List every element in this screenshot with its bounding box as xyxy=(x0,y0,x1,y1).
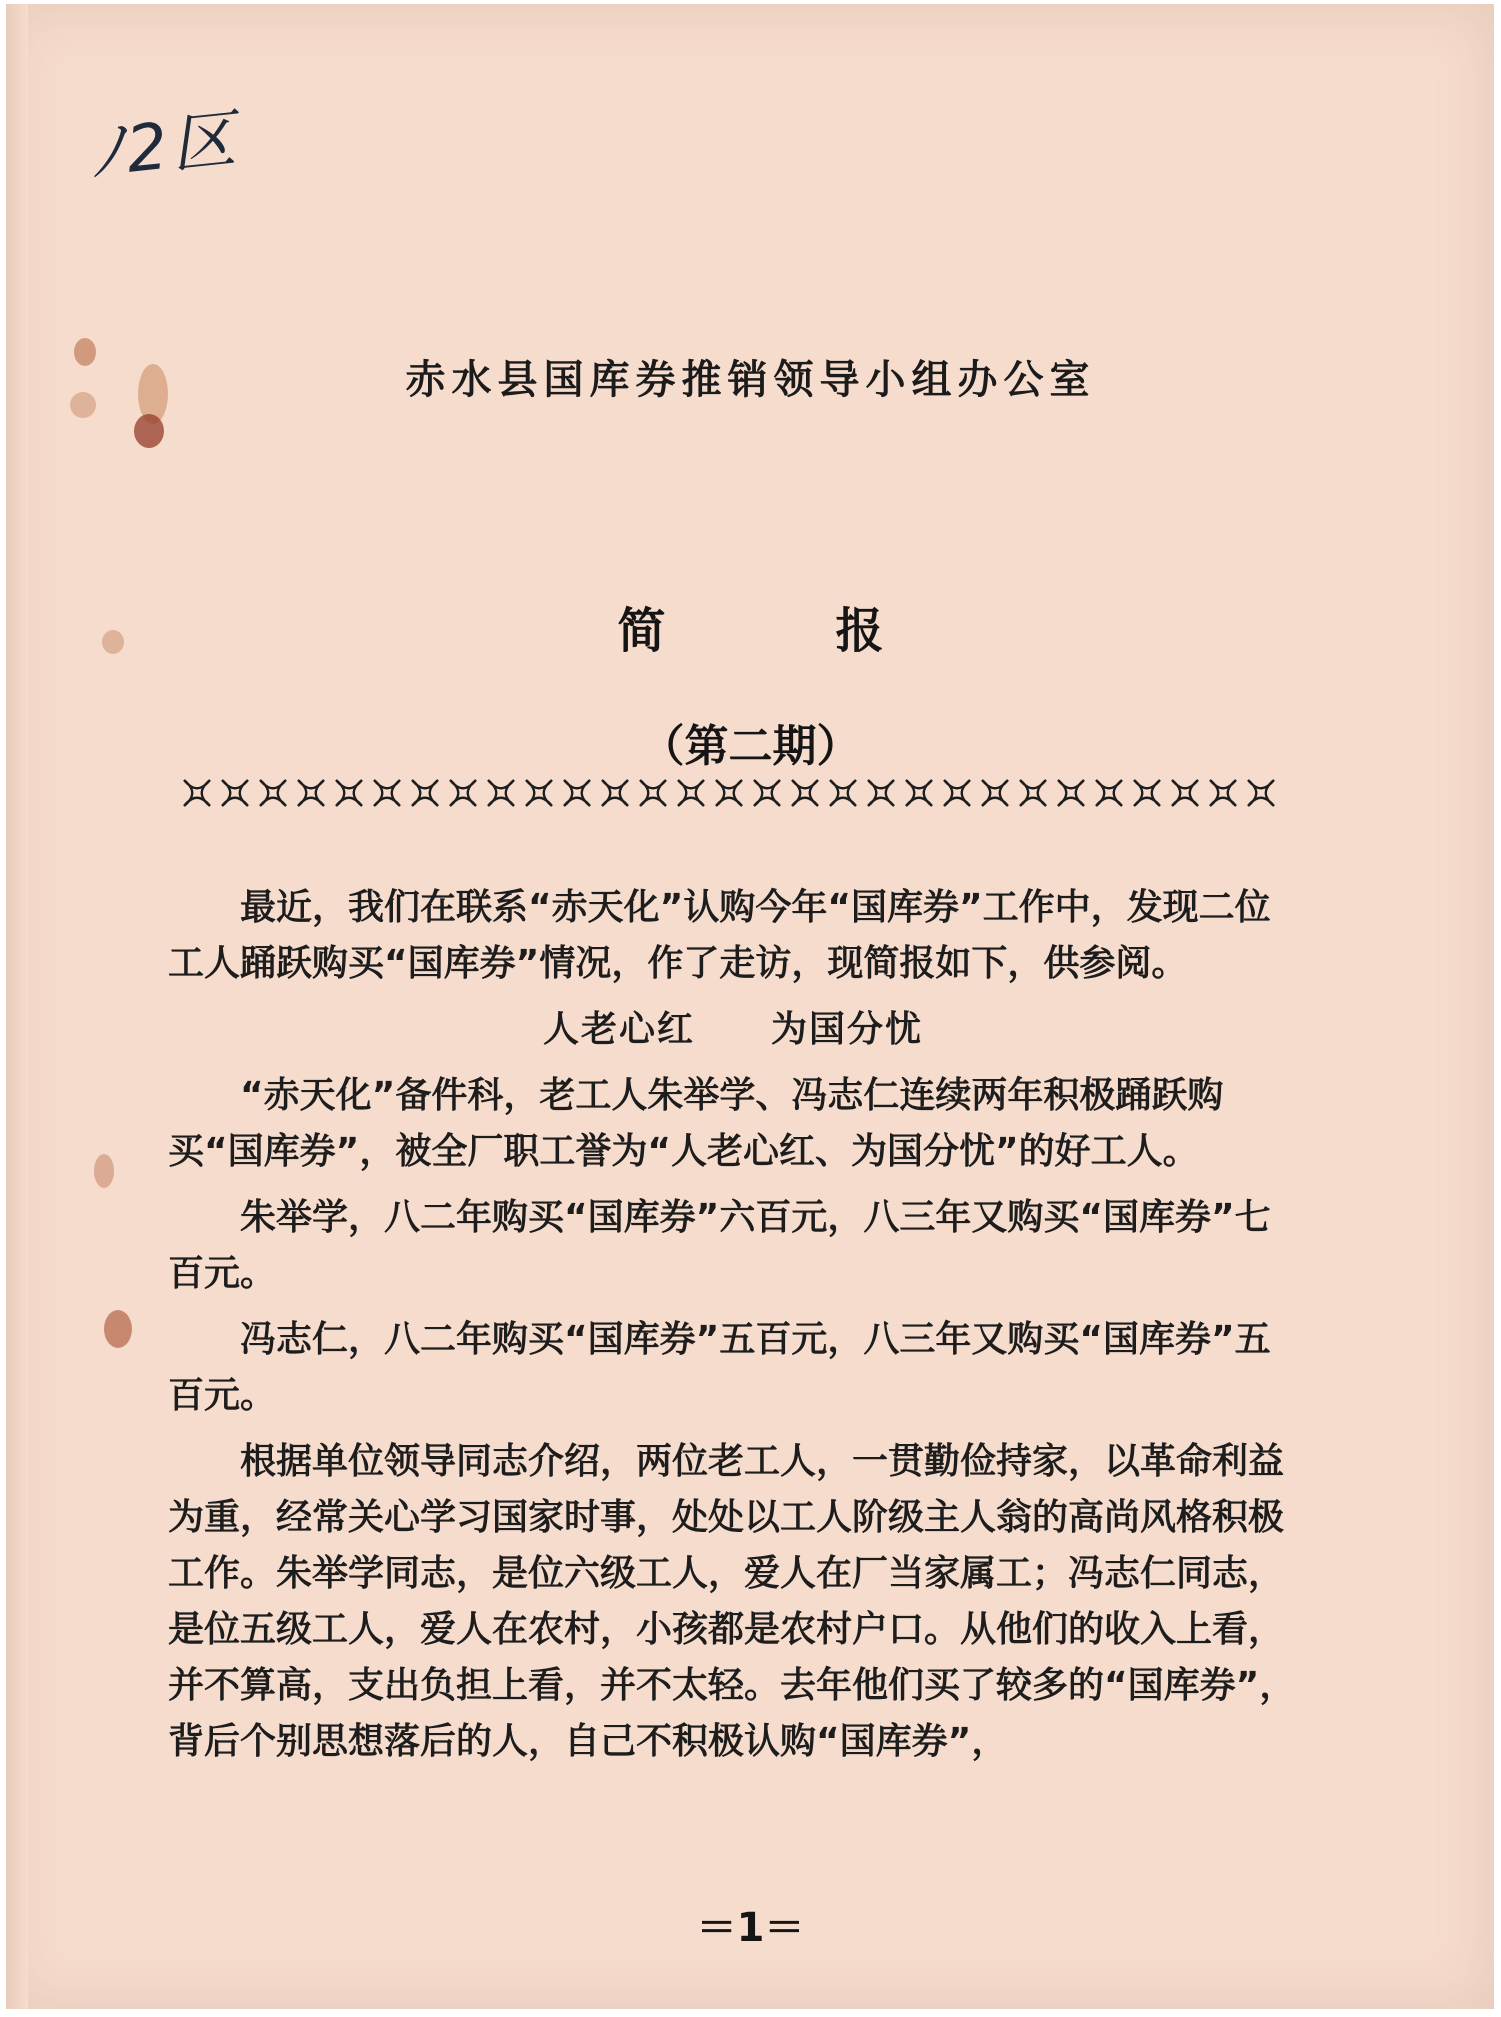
ornament-motif xyxy=(298,780,324,806)
ornament-motif xyxy=(982,780,1008,806)
body-paragraph: 朱举学，八二年购买“国库券”六百元，八三年又购买“国库券”七百元。 xyxy=(168,1197,1271,1294)
ornament-motif xyxy=(1058,780,1084,806)
ornament-motif xyxy=(830,780,856,806)
ornament-motif xyxy=(640,780,666,806)
ornament-motif xyxy=(868,780,894,806)
ornament-motif xyxy=(564,780,590,806)
handwritten-note: ﾉ2区 xyxy=(87,102,243,192)
stain-mark xyxy=(104,1310,132,1348)
ornament-motif xyxy=(526,780,552,806)
ornament-motif xyxy=(1248,780,1274,806)
ornament-motif xyxy=(336,780,362,806)
document-title: 简报 xyxy=(617,603,1054,659)
ornament-motif xyxy=(716,780,742,806)
section-subheading: 人老心红 为国分忧 xyxy=(542,1009,923,1050)
issue-number: （第二期） xyxy=(640,721,861,772)
ornament-motif xyxy=(1172,780,1198,806)
stain-mark xyxy=(94,1154,114,1188)
ornament-motif xyxy=(412,780,438,806)
ornament-motif xyxy=(906,780,932,806)
decorative-border xyxy=(178,770,1284,816)
ornament-motif xyxy=(1134,780,1160,806)
ornament-motif xyxy=(754,780,780,806)
ornament-motif xyxy=(450,780,476,806)
ornament-motif xyxy=(1020,780,1046,806)
ornament-motif xyxy=(222,780,248,806)
body-paragraph: 冯志仁，八二年购买“国库券”五百元，八三年又购买“国库券”五百元。 xyxy=(168,1319,1271,1416)
page-number: ＝1＝ xyxy=(696,1905,805,1951)
intro-paragraph: 最近，我们在联系“赤天化”认购今年“国库券”工作中，发现二位工人踊跃购买“国库券”情况，作了走访，现简报如下，供参阅。 xyxy=(168,887,1271,984)
ornament-motif xyxy=(260,780,286,806)
ornament-motif xyxy=(184,780,210,806)
ornament-motif xyxy=(792,780,818,806)
ornament-motif xyxy=(944,780,970,806)
stain-mark xyxy=(134,414,164,448)
body-paragraph: 根据单位领导同志介绍，两位老工人，一贯勤俭持家，以革命利益为重，经常关心学习国家时事，处处以工人阶级主人翁的高尚风格积极工作。朱举学同志，是位六级工人，爱人在厂当家属工；冯志仁同志，是位五级工人，爱人在农村，小孩都是农村户口。从他们的收入上看，并不算高，支出负担上看，并不太轻。去年他们买了较多的“国库券”，背后个别思想落后的人，自己不积极认购“国库券”， xyxy=(168,1441,1296,1762)
issuing-organization: 赤水县国库券推销领导小组办公室 xyxy=(405,357,1096,403)
ornament-motif xyxy=(678,780,704,806)
ornament-motif xyxy=(1096,780,1122,806)
ornament-motif xyxy=(602,780,628,806)
report-body xyxy=(168,880,1298,1780)
body-paragraph: “赤天化”备件科，老工人朱举学、冯志仁连续两年积极踊跃购买“国库券”，被全厂职工誉为“人老心红、为国分忧”的好工人。 xyxy=(168,1075,1224,1172)
ornament-motif xyxy=(374,780,400,806)
ornament-motif xyxy=(1210,780,1236,806)
page-fold-edge xyxy=(6,4,28,2009)
ornament-motif xyxy=(488,780,514,806)
